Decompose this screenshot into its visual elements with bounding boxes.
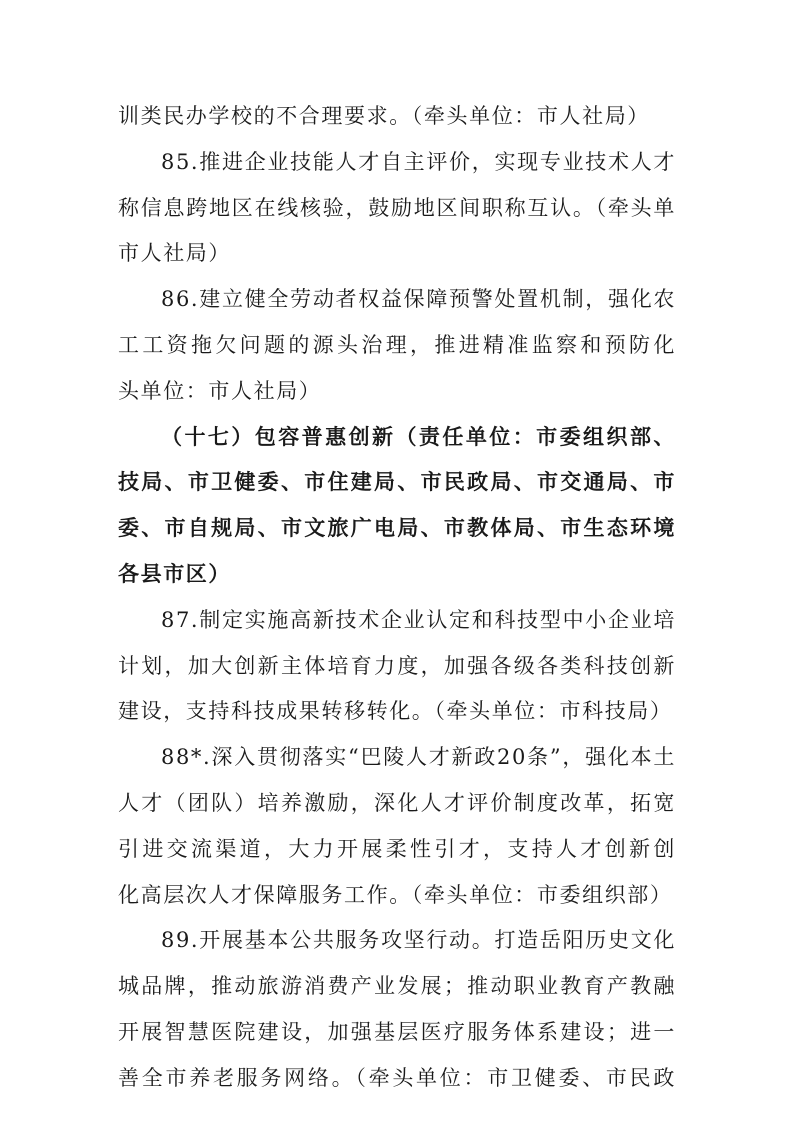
- paragraph-line: 各县市区）: [118, 561, 231, 586]
- paragraph-line: 训类民办学校的不合理要求。（牵头单位：市人社局）: [118, 104, 650, 128]
- paragraph-first-line: （十七）包容普惠创新（责任单位：市委组织部、: [161, 424, 676, 449]
- paragraph-line: 工工资拖欠问题的源头治理，推进精准监察和预防化: [118, 333, 676, 357]
- paragraph-line: 城品牌，推动旅游消费产业发展；推动职业教育产教融: [118, 974, 676, 998]
- paragraph-line: 开展智慧医院建设，加强基层医疗服务体系建设；进一: [118, 1020, 676, 1044]
- paragraph-line: 人才（团队）培养激励，深化人才评价制度改革，拓宽: [118, 791, 676, 815]
- paragraph-line: 化高层次人才保障服务工作。（牵头单位：市委组织部）: [118, 883, 673, 907]
- paragraph-first-line: 87.制定实施高新技术企业认定和科技型中小企业培: [161, 608, 676, 632]
- paragraph-line: 头单位：市人社局）: [118, 379, 322, 403]
- paragraph-first-line: 89.开展基本公共服务攻坚行动。打造岳阳历史文化: [161, 928, 676, 952]
- paragraph-first-line: 88*.深入贯彻落实“巴陵人才新政20条”，强化本土: [161, 745, 676, 769]
- paragraph-line: 建设，支持科技成果转移转化。（牵头单位：市科技局）: [118, 699, 673, 723]
- paragraph-first-line: 86.建立健全劳动者权益保障预警处置机制，强化农: [161, 287, 676, 311]
- paragraph-line: 称信息跨地区在线核验，鼓励地区间职称互认。（牵头单: [118, 196, 676, 220]
- paragraph-line: 委、市自规局、市文旅广电局、市教体局、市生态环境: [118, 515, 676, 540]
- paragraph-line: 善全市养老服务网络。（牵头单位：市卫健委、市民政: [118, 1066, 676, 1090]
- paragraph-first-line: 85.推进企业技能人才自主评价，实现专业技术人才: [161, 150, 676, 174]
- paragraph-line: 市人社局）: [118, 241, 231, 265]
- paragraph-line: 计划，加大创新主体培育力度，加强各级各类科技创新: [118, 654, 676, 678]
- paragraph-line: 引进交流渠道，大力开展柔性引才，支持人才创新创: [118, 837, 676, 861]
- paragraph-line: 技局、市卫健委、市住建局、市民政局、市交通局、市: [118, 469, 676, 494]
